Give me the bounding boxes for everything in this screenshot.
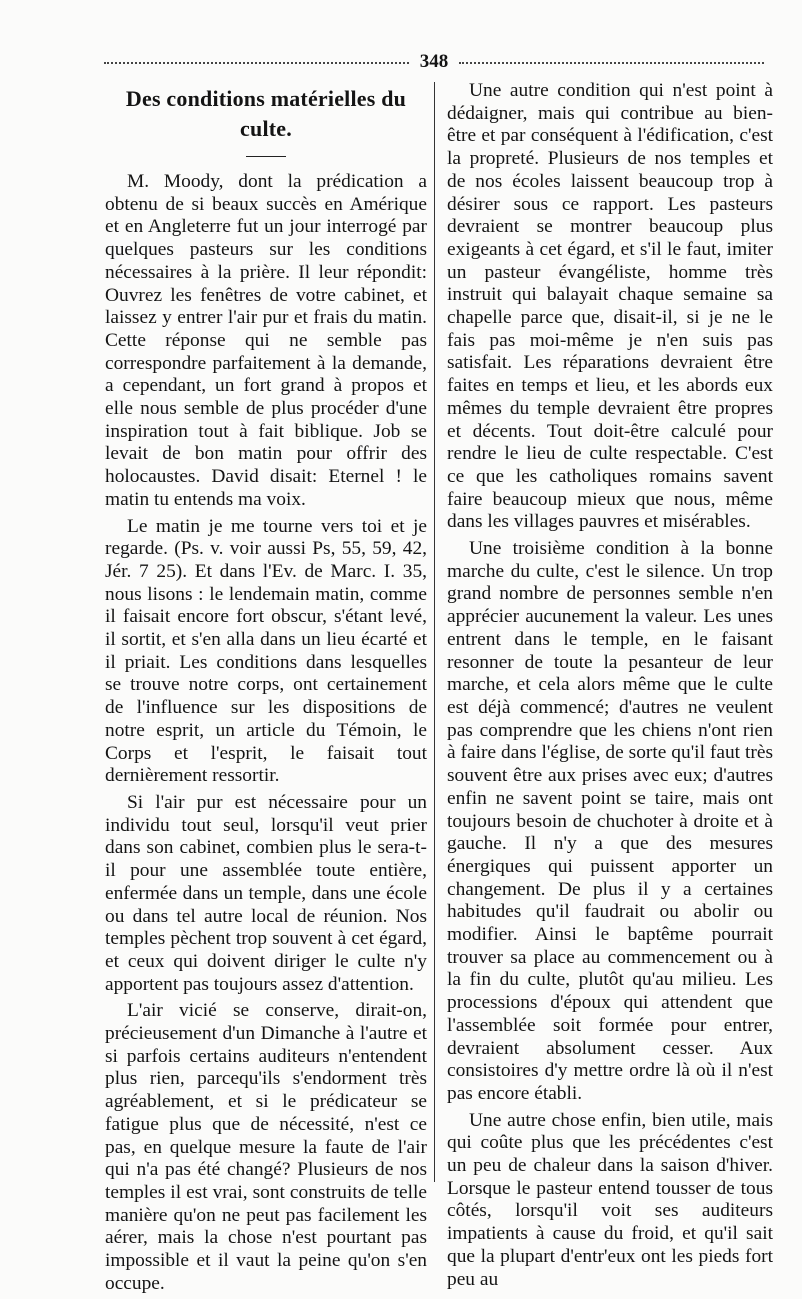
title-separator bbox=[246, 156, 286, 157]
paragraph: M. Moody, dont la prédication a obtenu de si beaux succès en Amérique et en Angleterre fut un jour interrogé par quelques pasteurs sur les conditions nécessaires à la prière. Il leur répondit: Ouvrez les fenêtres de votre cabinet, et laissez y entrer l'air pur et frais du matin. Cette réponse qui ne semble pas correspondre parfaitement à la demande, a cependant, un fort grand à propos et elle nous semble de plus procéder d'une inspiration tout à fait biblique. Job se levait de bon matin pour offrir des holocaustes. David disait: Eternel ! le matin tu entends ma voix. bbox=[105, 171, 427, 510]
paragraph: L'air vicié se conserve, dirait-on, précieusement d'un Dimanche à l'autre et si parfois certains auditeurs n'entendent plus rien, parcequ'ils s'endorment très agréablement, et si le prédicateur se fatigue plus que de nécessité, n'est ce pas, en quelque mesure la faute de l'air qui n'a pas été changé? Plusieurs de nos temples il est vrai, sont construits de telle manière qu'on ne peut pas facilement les aérer, mais la chose n'est pourtant pas impossible et il vaut la peine qu'on s'en occupe. bbox=[105, 1000, 427, 1294]
page-number: 348 bbox=[419, 51, 449, 72]
left-column bbox=[105, 80, 427, 1299]
paragraph: Une troisième condition à la bonne marche du culte, c'est le silence. Un trop grand nombre de personnes semble n'en apprécier aucunement la valeur. Les unes entrent dans le temple, en le faisant resonner de toute la pesanteur de leur marche, et cela alors même que le culte est déjà commencé; d'autres ne veulent pas comprendre que les chiens n'ont rien à faire dans l'église, de sorte qu'il faut très souvent être aux prises avec eux; d'autres enfin ne savent point se taire, mais ont toujours besoin de chuchoter à droite et à gauche. Il n'y a que des mesures énergiques qui puissent apporter un changement. De plus il y a certaines habitudes qu'il faudrait ou abolir ou modifier. Ainsi le baptême pourrait trouver sa place au commencement ou à la fin du culte, plutôt qu'au milieu. Les processions d'époux qui attendent que l'assemblée soit formée pour entrer, devraient absolument cesser. Aux consistoires d'y mettre ordre là où il n'est pas encore établi. bbox=[447, 538, 773, 1104]
article-title: Des conditions matérielles du culte. bbox=[125, 86, 407, 141]
page-header bbox=[104, 52, 764, 72]
header-rule-right bbox=[459, 62, 764, 64]
paragraph: Une autre chose enfin, bien utile, mais qui coûte plus que les précédentes c'est un peu de chaleur dans la saison d'hiver. Lorsque le pasteur entend tousser de tous côtés, lorsqu'il voit ses auditeurs impatients à cause du froid, et qu'il sait que la plupart d'entr'eux ont les pieds fort peu au bbox=[447, 1109, 773, 1290]
paragraph: Si l'air pur est nécessaire pour un individu tout seul, lorsqu'il veut prier dans son cabinet, combien plus le sera-t-il pour une assemblée toute entière, enfermée dans un temple, dans une école ou dans tel autre local de réunion. Nos temples pèchent trop souvent à cet égard, et ceux qui doivent diriger le culte n'y apportent pas toujours assez d'attention. bbox=[105, 791, 427, 995]
paragraph: Une autre condition qui n'est point à dédaigner, mais qui contribue au bien-être et par conséquent à l'édification, c'est la propreté. Plusieurs de nos temples et de nos écoles laissent beaucoup trop à désirer sous ce rapport. Les pasteurs devraient se montrer beaucoup plus exigeants à cet égard, et s'il le faut, imiter un pasteur évangéliste, homme très instruit qui balayait chaque semaine sa chapelle parce que, disait-il, si je ne le fais pas moi-même je n'en suis pas satisfait. Les réparations devraient être faites en temps et lieu, et les abords eux mêmes du temple devraient être propres et décents. Tout doit-être calculé pour rendre le lieu de culte respectable. C'est ce que les catholiques romains savent faire beaucoup mieux que nous, même dans les villages pauvres et misérables. bbox=[447, 80, 773, 533]
right-column bbox=[447, 80, 773, 1295]
column-divider bbox=[434, 82, 435, 1182]
header-rule-left bbox=[104, 62, 409, 64]
paragraph: Le matin je me tourne vers toi et je regarde. (Ps. v. voir aussi Ps, 55, 59, 42, Jér. 7 25). Et dans l'Ev. de Marc. I. 35, nous lisons : le lendemain matin, comme il faisait encore fort obscur, s'étant levé, il sortit, et s'en alla dans un lieu écarté et il priait. Les conditions dans lesquelles se trouve notre corps, ont certainement de l'influence sur les dispositions de notre esprit, un article du Témoin, le Corps et l'esprit, le faisait tout dernièrement ressortir. bbox=[105, 515, 427, 787]
